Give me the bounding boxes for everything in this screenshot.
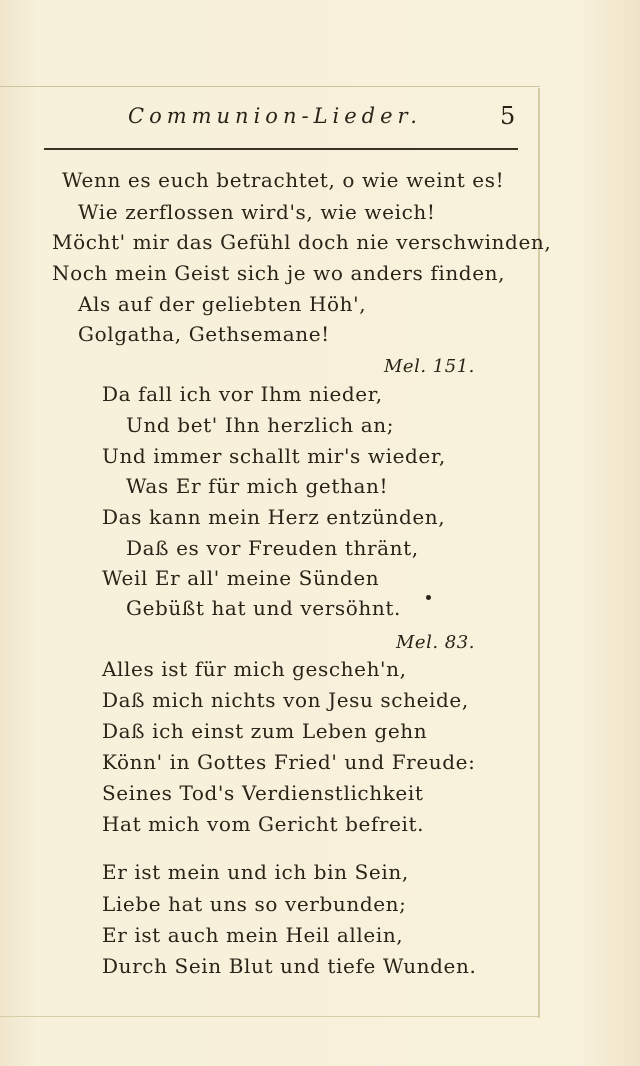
verse-line: Er ist mein und ich bin Sein, — [102, 860, 409, 884]
verse-line: Als auf der geliebten Höh', — [78, 292, 367, 316]
verse-line: Daß es vor Freuden thränt, — [126, 536, 419, 560]
verse-line: Könn' in Gottes Fried' und Freude: — [102, 750, 476, 774]
verse-line: Möcht' mir das Gefühl doch nie verschwinden, — [52, 230, 552, 254]
verse-line: Da fall ich vor Ihm nieder, — [102, 382, 383, 406]
verse-line: Das kann mein Herz entzünden, — [102, 505, 446, 529]
verse-line: Gebüßt hat und versöhnt. — [126, 596, 401, 620]
ink-speck — [426, 595, 431, 600]
verse-line: Liebe hat uns so verbunden; — [102, 892, 407, 916]
verse-line: Seines Tod's Verdienstlichkeit — [102, 781, 424, 805]
verse-line: Noch mein Geist sich je wo anders finden, — [52, 261, 506, 285]
verse-line: Weil Er all' meine Sünden — [102, 566, 380, 590]
verse-line: Er ist auch mein Heil allein, — [102, 923, 404, 947]
melody-reference: Mel. 151. — [384, 356, 475, 377]
verse-line: Durch Sein Blut und tiefe Wunden. — [102, 954, 477, 978]
verse-line: Wie zerflossen wird's, wie weich! — [78, 200, 436, 224]
verse-line: Alles ist für mich gescheh'n, — [102, 657, 407, 681]
verse-line: Golgatha, Gethsemane! — [78, 322, 330, 346]
verse-line: Wenn es euch betrachtet, o wie weint es! — [62, 168, 505, 192]
page-bottom-edge — [0, 1016, 540, 1017]
verse-line: Und immer schallt mir's wieder, — [102, 444, 446, 468]
verse-line: Hat mich vom Gericht befreit. — [102, 812, 425, 836]
verse-line: Daß ich einst zum Leben gehn — [102, 719, 428, 743]
header-rule — [44, 148, 518, 150]
melody-reference: Mel. 83. — [396, 632, 475, 653]
page-header — [0, 100, 540, 134]
verse-line: Daß mich nichts von Jesu scheide, — [102, 688, 469, 712]
page-number: 5 — [500, 102, 516, 130]
running-head: Communion-Lieder. — [128, 104, 422, 128]
verse-line: Was Er für mich gethan! — [126, 474, 389, 498]
page-top-edge — [0, 86, 540, 87]
verse-line: Und bet' Ihn herzlich an; — [126, 413, 395, 437]
page-right-edge — [538, 88, 540, 1018]
